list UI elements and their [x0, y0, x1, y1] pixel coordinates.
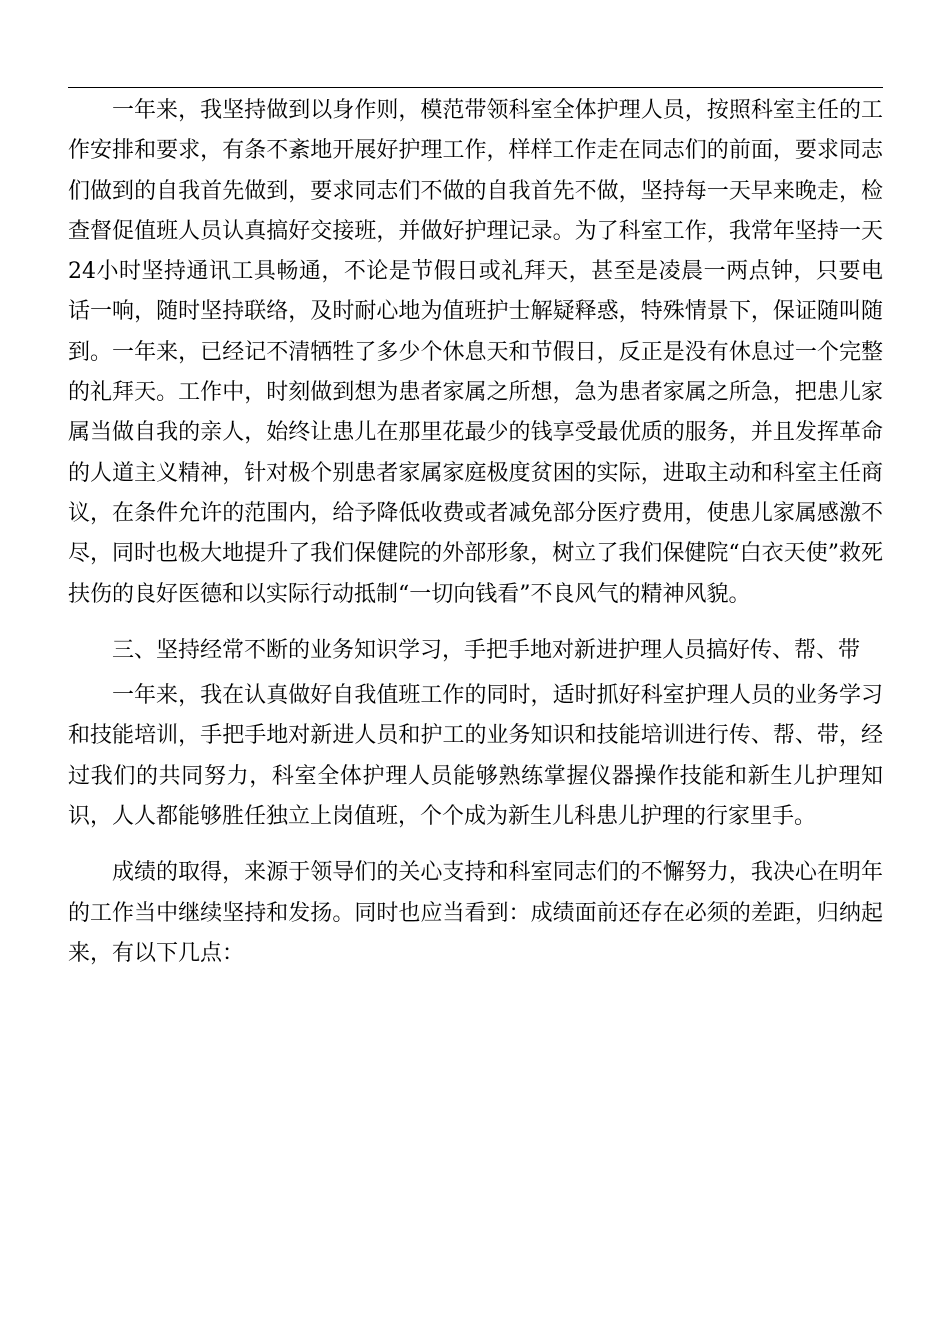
paragraph-work-attitude: 一年来，我坚持做到以身作则，模范带领科室全体护理人员，按照科室主任的工作安排和要求，有条不紊地开展好护理工作，样样工作走在同志们的前面，要求同志们做到的自我首先做到，要求同志们不做的自我首先不做，坚持每一天早来晚走，检查督促值班人员认真搞好交接班，并做好护理记录。为了科室工作，我常年坚持一天24小时坚持通讯工具畅通，不论是节假日或礼拜天，甚至是凌晨一两点钟，只要电话一响，随时坚持联络，及时耐心地为值班护士解疑释惑，特殊情景下，保证随叫随到。一年来，已经记不清牺牲了多少个休息天和节假日，反正是没有休息过一个完整的礼拜天。工作中，时刻做到想为患者家属之所想，急为患者家属之所急，把患儿家属当做自我的亲人，始终让患儿在那里花最少的钱享受最优质的服务，并且发挥革命的人道主义精神，针对极个别患者家属家庭极度贫困的实际，进取主动和科室主任商议，在条件允许的范围内，给予降低收费或者减免部分医疗费用，使患儿家属感激不尽，同时也极大地提升了我们保健院的外部形象，树立了我们保健院“白衣天使”救死扶伤的良好医德和以实际行动抵制“一切向钱看”不良风气的精神风貌。: [68, 98, 883, 607]
paragraph-training: 一年来，我在认真做好自我值班工作的同时，适时抓好科室护理人员的业务学习和技能培训，手把手地对新进人员和护工的业务知识和技能培训进行传、帮、带，经过我们的共同努力，科室全体护理人员能够熟练掌握仪器操作技能和新生儿护理知识，人人都能够胜任独立上岗值班，个个成为新生儿科患儿护理的行家里手。: [68, 683, 883, 830]
header-rule: [68, 87, 883, 88]
document-body: [68, 91, 883, 974]
paragraph-achievements: 成绩的取得，来源于领导们的关心支持和科室同志们的不懈努力，我决心在明年的工作当中继续坚持和发扬。同时也应当看到：成绩面前还存在必须的差距，归纳起来，有以下几点：: [68, 860, 883, 966]
section-heading-three: 三、坚持经常不断的业务知识学习，手把手地对新进护理人员搞好传、帮、带: [112, 637, 861, 663]
